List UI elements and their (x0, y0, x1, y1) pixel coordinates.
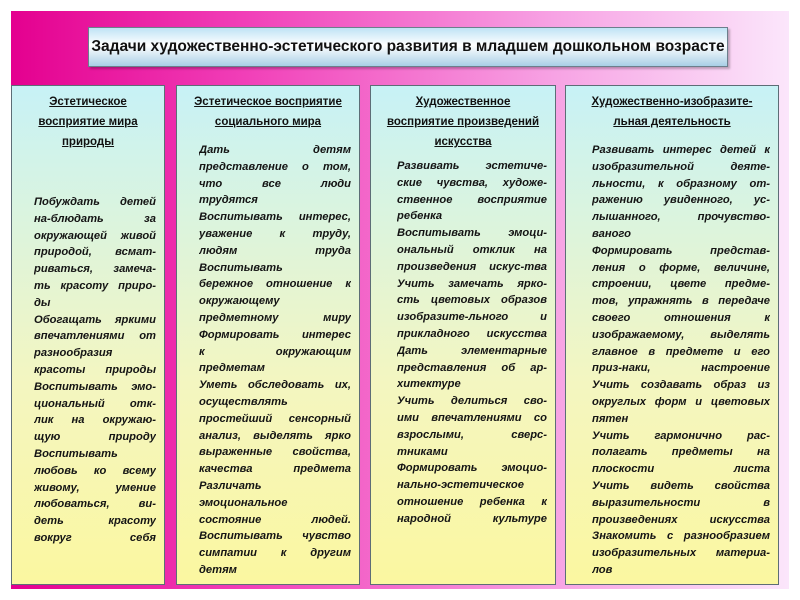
task-line: лышанного, прочувство- (592, 211, 770, 224)
task-line: Воспитывать эмо- (34, 380, 156, 393)
task-line: Знакомить с разнообразием (592, 530, 770, 543)
task-line: трудятся (199, 194, 258, 207)
task-line: Формировать эмоцио- (397, 462, 547, 475)
task-line: Воспитывать (34, 447, 118, 460)
task-line: Учить замечать ярко- (397, 277, 547, 290)
column-heading-line: Художественно-изобразите- (591, 96, 753, 108)
task-line: Воспитывать эмоци- (397, 227, 547, 240)
column-body (592, 142, 770, 579)
task-line: к окружающим (199, 345, 351, 358)
column-body (199, 142, 351, 579)
task-line: впечатлениями от (34, 330, 156, 343)
task-line: ды (34, 296, 51, 309)
task-line: ления о форме, величине, (592, 261, 770, 274)
task-line: ские чувства, художе- (397, 176, 547, 189)
task-line: выразительности в (592, 496, 770, 509)
task-line: Формировать интерес (199, 328, 351, 341)
task-line: окружающему (199, 295, 280, 308)
task-line: детям (199, 563, 237, 576)
task-line: лик на окружаю- (34, 414, 156, 427)
column-heading (377, 86, 549, 152)
task-line: Различать (199, 479, 262, 492)
task-line: изобразительных материа- (592, 547, 770, 560)
task-line: природой, всмат- (34, 246, 156, 259)
task-line: изобразительной деяте- (592, 160, 770, 173)
column-nature-perception (11, 85, 165, 585)
task-line: Формировать представ- (592, 244, 770, 257)
task-line: симпатии к другим (199, 547, 351, 560)
task-line: ть красоту приро- (34, 279, 156, 292)
task-line: красоты природы (34, 363, 156, 376)
task-line: строении, цвете предме- (592, 278, 770, 291)
task-line: ственное восприятие (397, 193, 547, 206)
task-line: Дать элементарные (397, 344, 547, 357)
column-heading (183, 86, 353, 132)
task-line: ваного (592, 227, 631, 240)
task-line: Учить видеть свойства (592, 479, 770, 492)
task-line: предметному миру (199, 311, 351, 324)
title-banner (88, 27, 728, 67)
task-line: отношение ребенка к (397, 495, 547, 508)
task-line: анализ, выделять ярко (199, 429, 351, 442)
column-body (397, 158, 547, 528)
column-heading (572, 86, 772, 132)
task-line: что все люди (199, 177, 351, 190)
page-title: Задачи художественно-эстетического развития в младшем дошкольном возрасте (91, 38, 725, 55)
task-line: сть цветовых образов (397, 294, 547, 307)
task-line: произведениях искусства (592, 513, 770, 526)
task-line: бережное отношение к (199, 278, 351, 291)
task-line: тов, упражнять в передаче (592, 295, 770, 308)
task-line: Учить создавать образ из (592, 379, 770, 392)
task-line: главное в предмете и его (592, 345, 770, 358)
task-line: выраженные свойства, (199, 446, 351, 459)
task-line: риваться, замеча- (34, 263, 156, 276)
task-line: плоскости листа (592, 463, 770, 476)
task-line: ражению увиденного, ус- (592, 194, 770, 207)
column-body (34, 194, 156, 547)
task-line: Уметь обследовать их, (199, 379, 351, 392)
task-line: Дать детям (199, 144, 351, 156)
column-heading-line: искусства (434, 136, 492, 148)
task-line: льности, к образному от- (592, 177, 770, 190)
task-line: разнообразия (34, 347, 113, 360)
task-line: изобразите-льного и (397, 311, 547, 324)
task-line: представление о том, (199, 160, 351, 173)
task-line: предметам (199, 362, 265, 375)
task-line: тниками (397, 445, 448, 458)
task-line: осуществлять (199, 395, 288, 408)
task-line: живому, умение (34, 481, 156, 494)
task-line: своего отношения к (592, 311, 770, 324)
task-line: Учить делиться сво- (397, 395, 547, 408)
column-heading-line: Эстетическое восприятие (194, 96, 342, 108)
task-line: эмоциональное (199, 496, 288, 509)
task-line: прикладного искусства (397, 327, 547, 340)
task-line: состояние людей. (199, 513, 351, 526)
column-heading-line: льная деятельность (613, 116, 731, 128)
task-line: ональный отклик на (397, 243, 547, 256)
task-line: Воспитывать интерес, (199, 211, 351, 224)
column-heading (18, 86, 158, 152)
task-line: Обогащать яркими (34, 313, 156, 326)
task-line: лов (592, 563, 613, 576)
task-line: округлых форм и цветовых (592, 395, 770, 408)
task-line: пятен (592, 412, 629, 425)
column-visual-activity (565, 85, 779, 585)
task-line: вокруг себя (34, 531, 156, 544)
task-line: изображаемому, выделять (592, 328, 770, 341)
task-line: циональный отк- (34, 397, 156, 410)
task-line: Воспитывать (199, 261, 283, 274)
task-line: людям труда (199, 244, 351, 257)
task-line: щую природу (34, 431, 156, 444)
task-line: Развивать эстетиче- (397, 160, 547, 172)
column-heading-line: Эстетическое (49, 96, 127, 108)
task-line: Побуждать детей (34, 196, 156, 208)
task-line: любоваться, ви- (34, 498, 156, 511)
task-line: хитектуре (397, 378, 461, 391)
task-line: произведения искус-тва (397, 260, 547, 273)
task-line: приз-наки, настроение (592, 362, 770, 375)
task-line: простейший сенсорный (199, 412, 351, 425)
column-heading-line: восприятие мира (38, 116, 138, 128)
task-line: ими впечатлениями со (397, 411, 547, 424)
task-line: качества предмета (199, 463, 351, 476)
task-line: деть красоту (34, 515, 156, 528)
task-line: Учить гармонично рас- (592, 429, 770, 442)
task-line: Развивать интерес детей к (592, 144, 770, 156)
column-heading-line: восприятие произведений (386, 116, 540, 128)
task-line: на-блюдать за (34, 212, 156, 225)
column-heading-line: природы (61, 136, 115, 148)
task-line: полагать предметы на (592, 446, 770, 459)
column-art-perception (370, 85, 556, 585)
task-line: нально-эстетическое (397, 479, 524, 492)
task-line: Воспитывать чувство (199, 530, 351, 543)
task-line: ребенка (397, 210, 443, 223)
task-line: окружающей живой (34, 229, 156, 242)
column-heading-line: социального мира (214, 116, 322, 128)
task-line: уважение к труду, (199, 227, 351, 240)
column-heading-line: Художественное (415, 96, 511, 108)
task-line: представления об ар- (397, 361, 547, 374)
task-line: народной культуре (397, 512, 547, 525)
column-social-perception (176, 85, 360, 585)
task-line: взрослыми, сверс- (397, 428, 547, 441)
task-line: любовь ко всему (34, 464, 156, 477)
